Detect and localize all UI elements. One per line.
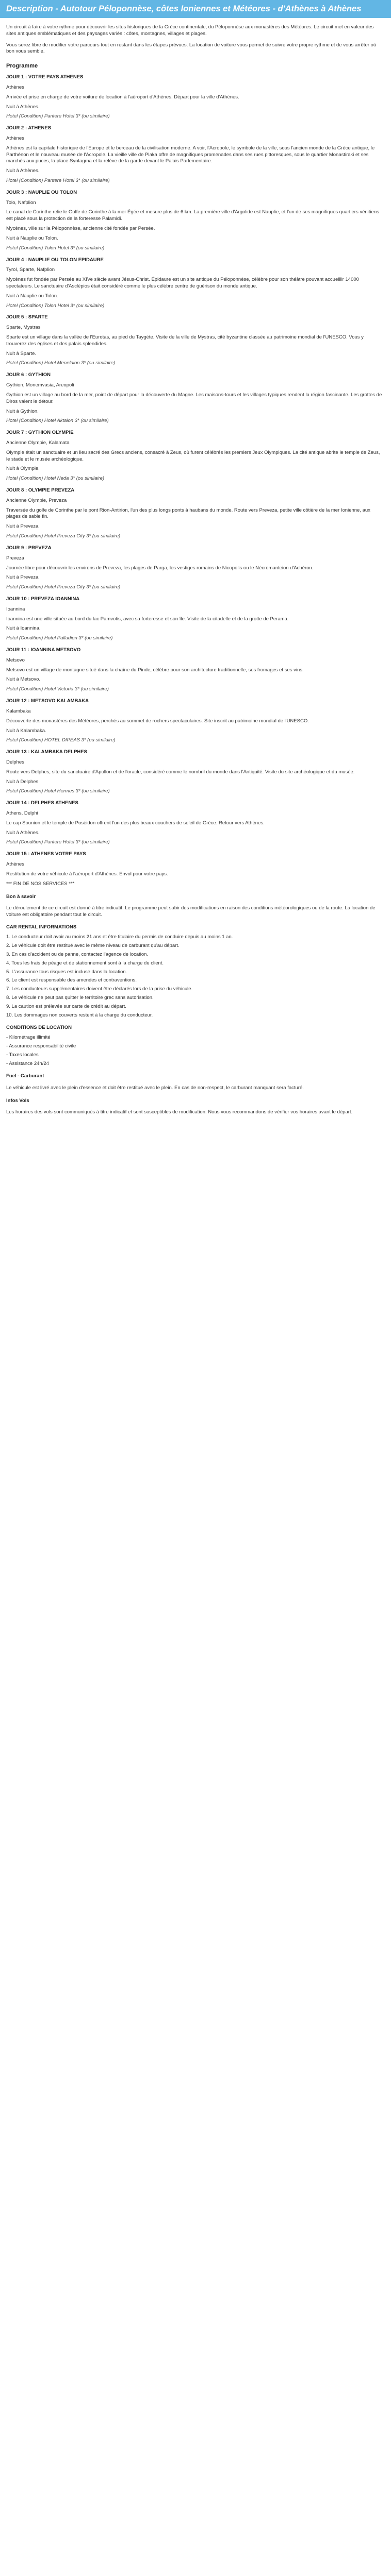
day-paragraph: Traversée du golfe de Corinthe par le pont Rion-Antirion, l'un des plus longs ponts à haubans du monde. Route vers Preveza, petite ville côtière de la mer Ionienne, aux plages de sable fin.: [6, 507, 370, 520]
day-block: [6, 190, 385, 252]
day-paragraph: Nuit à Metsovo.: [6, 676, 40, 683]
day-title: JOUR 7 : GYTHION OLYMPIE: [6, 430, 74, 436]
car-rental-item: 1. Le conducteur doit avoir au moins 21 ans et être titulaire du permis de conduire depuis au moins 1 an.: [6, 934, 233, 940]
car-rental-item: 6. Le client est responsable des amendes et contraventions.: [6, 977, 137, 984]
day-paragraph: Tolo, Nafplion: [6, 199, 36, 206]
day-paragraph: Athens, Delphi: [6, 810, 38, 817]
day-paragraph: Kalambaka: [6, 708, 31, 714]
day-paragraph: Mycènes, ville sur la Péloponnèse, ancienne cité fondée par Persée.: [6, 226, 155, 232]
day-paragraph: Le canal de Corinthe relie le Golfe de Corinthe à la mer Égée et mesure plus de 6 km. La première ville d'Argolide est Nauplie, et l'un de ses magnifiques quartiers vénitiens est placé sous la protection de la forteresse Palamidi.: [6, 209, 379, 222]
bon-a-savoir-text: Le déroulement de ce circuit est donné à titre indicatif. Le programme peut subir des modifications en raison des conditions météorologiques ou de la route. La location de voiture est obligatoire pendant tout le circuit.: [6, 905, 376, 918]
day-title: JOUR 9 : PREVEZA: [6, 545, 52, 551]
day-paragraph: Gythion est un village au bord de la mer, point de départ pour la découverte du Magne. Les maisons-tours et les villages typiques rendent la région fascinante. Les grottes de Diros valent le détour.: [6, 392, 382, 404]
day-paragraph: Athènes: [6, 84, 24, 90]
day-title: JOUR 2 : ATHENES: [6, 125, 52, 131]
car-rental-list: [6, 934, 385, 1019]
day-block: [6, 125, 385, 184]
day-paragraph: Nuit à Delphes.: [6, 778, 40, 785]
day-paragraph: Mycènes fut fondée par Persée au XIVe siècle avant Jésus-Christ. Épidaure est un site antique du Péloponnèse, célèbre pour son théâtre pouvant accueillir 14000 spectateurs. Le sanctuaire d'Asclépios était considéré comme le plus célèbre centre de guérison du monde antique.: [6, 277, 359, 289]
day-paragraph: Restitution de votre véhicule à l'aéroport d'Athènes. Envol pour votre pays.: [6, 871, 168, 877]
day-paragraph: Nuit à Athènes.: [6, 104, 40, 110]
condition-item: - Assurance responsabilité civile: [6, 1043, 76, 1049]
intro: [6, 24, 385, 55]
day-title: JOUR 8 : OLYMPIE PREVEZA: [6, 487, 75, 494]
day-paragraph: Nuit à Preveza.: [6, 574, 40, 581]
day-paragraph: Route vers Delphes, site du sanctuaire d'Apollon et de l'oracle, considéré comme le nombril du monde dans l'Antiquité. Visite du site archéologique et du musée.: [6, 769, 355, 775]
day-paragraph: Journée libre pour découvrir les environs de Preveza, les plages de Parga, les vestiges romains de Nicopolis ou le Nécromanteion d'Achéron.: [6, 565, 314, 571]
day-paragraph: Sparte, Mystras: [6, 325, 41, 331]
day-paragraph: Delphes: [6, 759, 24, 765]
day-paragraph: Nuit à Athènes.: [6, 168, 40, 174]
day-hotel: Hotel (Condition) Pantere Hotel 3* (ou similaire): [6, 839, 110, 845]
day-paragraph: Arrivée et prise en charge de votre voiture de location à l'aéroport d'Athènes. Départ pour la ville d'Athènes.: [6, 94, 239, 100]
day-hotel: Hotel (Condition) Tolon Hotel 3* (ou similaire): [6, 245, 105, 251]
car-rental-item: 5. L'assurance tous risques est incluse dans la location.: [6, 969, 127, 975]
days-list: [6, 74, 385, 887]
day-block: [6, 800, 385, 846]
day-hotel: Hotel (Condition) Hotel Palladion 3* (ou similaire): [6, 635, 113, 641]
car-rental-item: 2. Le véhicule doit être restitué avec le même niveau de carburant qu'au départ.: [6, 943, 180, 949]
conditions-list: [6, 1035, 385, 1067]
day-hotel: Hotel (Condition) Hotel Preveza City 3* (ou similaire): [6, 584, 121, 590]
day-paragraph: Nuit à Preveza.: [6, 523, 40, 530]
day-block: [6, 749, 385, 795]
day-paragraph: Tyrol, Sparte, Nafplion: [6, 267, 55, 273]
fuel-title: Fuel - Carburant: [6, 1073, 44, 1079]
day-block: [6, 647, 385, 693]
day-paragraph: Nuit à Nauplie ou Tolon.: [6, 293, 58, 299]
day-title: JOUR 5 : SPARTE: [6, 314, 48, 320]
day-block: [6, 372, 385, 425]
day-hotel: Hotel (Condition) Hotel Hermes 3* (ou similaire): [6, 788, 110, 794]
day-title: JOUR 12 : METSOVO KALAMBAKA: [6, 698, 89, 704]
car-rental-item: 7. Les conducteurs supplémentaires doivent être déclarés lors de la prise du véhicule.: [6, 986, 193, 992]
day-title: JOUR 10 : PREVEZA IOANNINA: [6, 596, 80, 602]
day-paragraph: Athènes: [6, 861, 24, 868]
day-block: [6, 596, 385, 642]
day-paragraph: Nuit à Olympie.: [6, 466, 40, 472]
day-block: [6, 314, 385, 367]
car-rental-item: 4. Tous les frais de péage et de stationnement sont à la charge du client.: [6, 960, 164, 966]
day-paragraph: Nuit à Gythion.: [6, 408, 39, 414]
day-paragraph: Metsovo est un village de montagne situé dans la chaîne du Pinde, célèbre pour son architecture traditionnelle, ses fromages et ses vins.: [6, 667, 304, 673]
day-block: [6, 257, 385, 310]
day-title: JOUR 6 : GYTHION: [6, 372, 51, 378]
day-title: JOUR 11 : IOANNINA METSOVO: [6, 647, 81, 653]
page-header: [0, 0, 391, 18]
info-text: Les horaires des vols sont communiqués à titre indicatif et sont susceptibles de modification. Nous vous recommandons de vérifier vos horaires avant le départ.: [6, 1109, 353, 1115]
day-paragraph: Le cap Sounion et le temple de Poséidon offrent l'un des plus beaux couchers de soleil de Grèce. Retour vers Athènes.: [6, 820, 265, 826]
content: [0, 24, 391, 1116]
day-title: JOUR 1 : VOTRE PAYS ATHENES: [6, 74, 84, 80]
info-title: Infos Vols: [6, 1097, 29, 1104]
day-paragraph: Ancienne Olympie, Preveza: [6, 497, 67, 503]
day-block: [6, 851, 385, 887]
day-hotel: Hotel (Condition) Pantere Hotel 3* (ou similaire): [6, 178, 110, 184]
programme-title: Programme: [6, 63, 38, 70]
day-paragraph: Ioannina est une ville située au bord du lac Pamvotis, avec sa forteresse et son île. Visite de la citadelle et de la grotte de Perama.: [6, 616, 289, 622]
intro-paragraph: Un circuit à faire à votre rythme pour découvrir les sites historiques de la Grèce continentale, du Péloponnèse aux monastères des Météores. Le circuit met en valeur des sites antiques emblématiques et des paysages variés : côtes, montagnes, villages et plages.: [6, 24, 374, 37]
day-title: JOUR 13 : KALAMBAKA DELPHES: [6, 749, 87, 755]
day-paragraph: Gythion, Monemvasia, Areopoli: [6, 382, 74, 388]
day-hotel: Hotel (Condition) Hotel Neda 3* (ou similaire): [6, 476, 105, 482]
day-paragraph: Nuit à Nauplie ou Tolon.: [6, 235, 58, 241]
car-rental-item: 8. Le véhicule ne peut pas quitter le territoire grec sans autorisation.: [6, 994, 154, 1001]
day-paragraph: Nuit à Athènes.: [6, 829, 40, 836]
day-block: [6, 487, 385, 540]
car-rental-item: 3. En cas d'accident ou de panne, contactez l'agence de location.: [6, 951, 149, 957]
day-block: [6, 430, 385, 482]
day-hotel: Hotel (Condition) Hotel Menelaion 3* (ou similaire): [6, 360, 116, 366]
day-paragraph: Metsovo: [6, 657, 25, 663]
fuel-text: Le véhicule est livré avec le plein d'essence et doit être restitué avec le plein. En cas de non-respect, le carburant manquant sera facturé.: [6, 1084, 304, 1091]
car-rental-item: 9. La caution est prélevée sur carte de crédit au départ.: [6, 1003, 126, 1009]
condition-item: - Kilométrage illimité: [6, 1035, 51, 1041]
day-paragraph: Preveza: [6, 555, 24, 561]
day-paragraph: Sparte est un village dans la vallée de l'Eurotas, au pied du Taygète. Visite de la ville de Mystras, cité byzantine classée au patrimoine mondial de l'UNESCO. Vous y trouverez des églises et des palais splendides.: [6, 334, 364, 347]
day-paragraph: Découverte des monastères des Météores, perchés au sommet de rochers spectaculaires. Site inscrit au patrimoine mondial de l'UNESCO.: [6, 718, 309, 724]
day-hotel: Hotel (Condition) Hotel Victoria 3* (ou similaire): [6, 686, 109, 692]
day-hotel: Hotel (Condition) Pantere Hotel 3* (ou similaire): [6, 113, 110, 120]
day-block: [6, 545, 385, 591]
day-paragraph: Athènes est la capitale historique de l'Europe et le berceau de la civilisation moderne. A voir, l'Acropole, le symbole de la ville, sous l'ancien monde de la Grèce antique, le Parthénon et le nouveau musée de l'Acropole. La vieille ville de Plaka offre de magnifiques promenades dans ses rues pittoresques, sous le quartier Monastiraki et ses marchés aux puces, la place Syntagma et la relève de la garde devant le Palais Parlementaire.: [6, 145, 375, 164]
day-paragraph: Athènes: [6, 135, 24, 141]
condition-item: - Taxes locales: [6, 1052, 39, 1058]
day-title: JOUR 14 : DELPHES ATHENES: [6, 800, 78, 806]
day-paragraph: Ancienne Olympie, Kalamata: [6, 439, 70, 446]
day-block: [6, 74, 385, 120]
page: [0, 0, 391, 1116]
day-hotel: Hotel (Condition) Hotel Aktaion 3* (ou similaire): [6, 418, 109, 424]
day-paragraph: *** FIN DE NOS SERVICES ***: [6, 880, 75, 887]
car-rental-item: 10. Les dommages non couverts restent à la charge du conducteur.: [6, 1012, 153, 1018]
day-title: JOUR 4 : NAUPLIE OU TOLON EPIDAURE: [6, 257, 104, 263]
day-hotel: Hotel (Condition) Hotel Preveza City 3* (ou similaire): [6, 533, 121, 539]
day-paragraph: Nuit à Sparte.: [6, 350, 37, 357]
bon-a-savoir-title: Bon à savoir: [6, 893, 36, 900]
day-title: JOUR 3 : NAUPLIE OU TOLON: [6, 189, 77, 195]
condition-item: - Assistance 24h/24: [6, 1060, 49, 1066]
day-title: JOUR 15 : ATHENES VOTRE PAYS: [6, 851, 86, 857]
car-rental-title: CAR RENTAL INFORMATIONS: [6, 924, 77, 930]
day-hotel: Hotel (Condition) HOTEL DIPEAS 3* (ou similaire): [6, 737, 116, 743]
day-paragraph: Olympie était un sanctuaire et un lieu sacré des Grecs anciens, consacré à Zeus, où furent célébrés les premiers Jeux Olympiques. La cité antique abrite le temple de Zeus, le stade et le musée archéologique.: [6, 449, 380, 462]
intro-paragraph: Vous serez libre de modifier votre parcours tout en restant dans les étapes prévues. La location de voiture vous permet de suivre votre propre rythme et de vous arrêter où bon vous semble.: [6, 42, 377, 55]
page-title: Description - Autotour Péloponnèse, côtes Ioniennes et Météores - d'Athènes à Athènes: [6, 4, 362, 13]
conditions-title: CONDITIONS DE LOCATION: [6, 1025, 72, 1031]
day-paragraph: Nuit à Ioannina.: [6, 625, 41, 632]
day-block: [6, 698, 385, 744]
day-paragraph: Nuit à Kalambaka.: [6, 727, 46, 734]
day-hotel: Hotel (Condition) Tolon Hotel 3* (ou similaire): [6, 302, 105, 309]
day-paragraph: Ioannina: [6, 606, 25, 612]
